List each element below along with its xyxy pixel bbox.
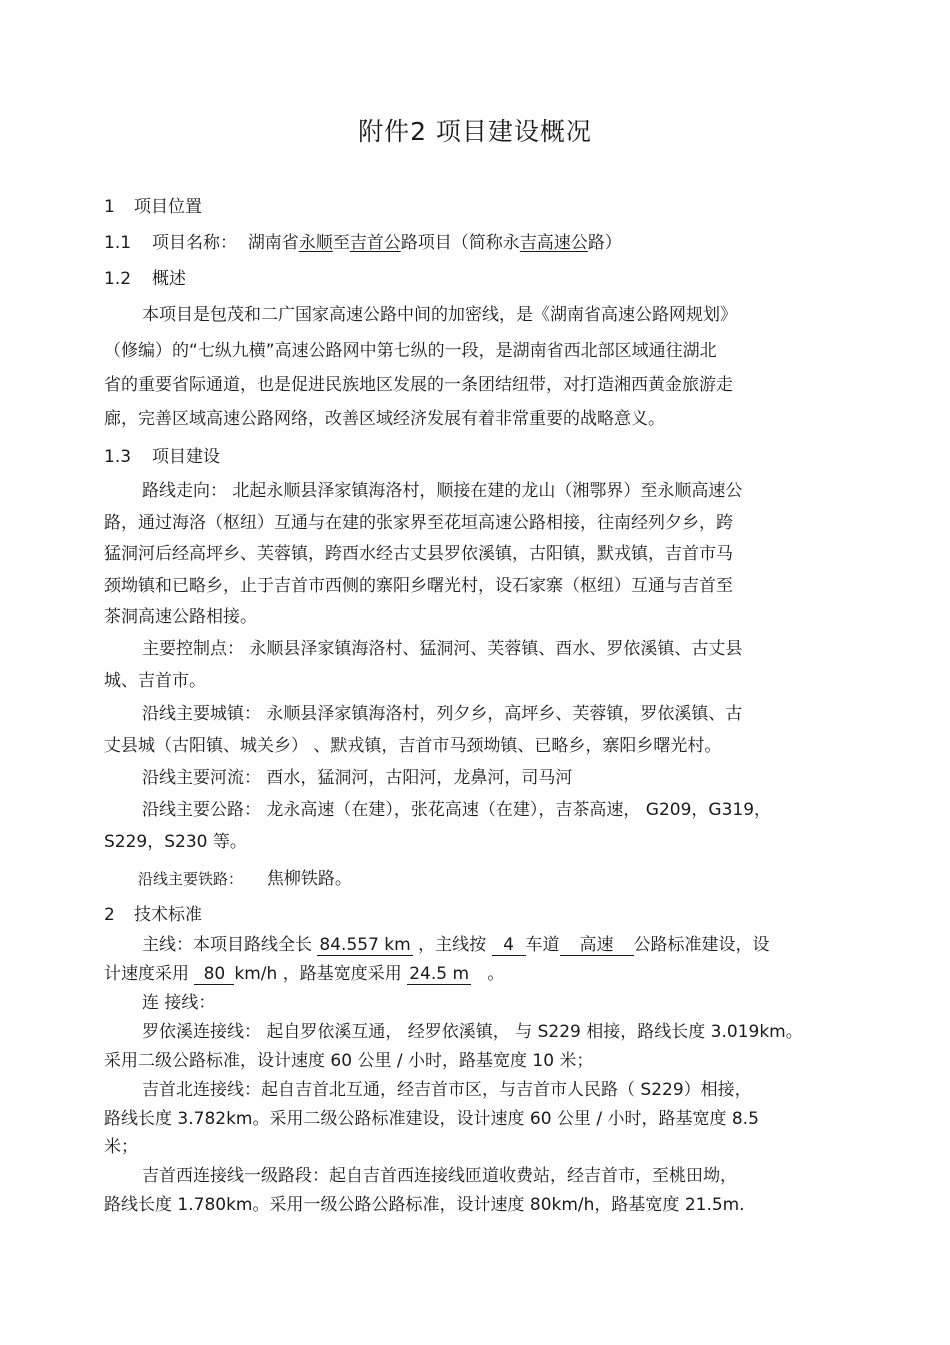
- paragraph-line: 茶洞高速公路相接。: [104, 607, 257, 627]
- text: 湖南省: [247, 233, 299, 253]
- paragraph-line: 路线走向： 北起永顺县泽家镇海洛村，顺接在建的龙山（湘鄂界）至永顺高速公: [142, 481, 743, 501]
- paragraph-line: 吉首北连接线：起自吉首北互通，经吉首市区，与吉首市人民路（ S229）相接，: [142, 1080, 752, 1100]
- railway-line: [138, 868, 352, 890]
- section-title: 技术标准: [134, 905, 202, 925]
- paragraph-line: 丈县城（古阳镇、城关乡） 、默戎镇，吉首市马颈坳镇、已略乡，寨阳乡曙光村。: [104, 736, 722, 756]
- underlined-text: 永顺: [298, 233, 333, 253]
- section-title: 概述: [152, 269, 186, 289]
- paragraph-line: 米；: [104, 1137, 138, 1157]
- paragraph-line: 沿线主要城镇： 永顺县泽家镇海洛村，列夕乡，高坪乡、芙蓉镇，罗依溪镇、古: [142, 704, 743, 724]
- section-number: 1.2: [104, 269, 132, 289]
- page-title: 附件2 项目建设概况: [358, 117, 592, 146]
- text: 路项目（简称永: [400, 233, 520, 253]
- grade-value: 高速: [560, 935, 634, 956]
- paragraph-line: （修编）的“七纵九横”高速公路网中第七纵的一段，是湖南省西北部区域通往湖北: [104, 341, 717, 361]
- paragraph-line: 路线长度 3.782km。采用二级公路标准建设，设计速度 60 公里 / 小时，路基宽度 8.5: [104, 1109, 759, 1129]
- section-1-heading: [104, 196, 202, 218]
- main-line-spec: [142, 934, 770, 956]
- text: 路）: [587, 233, 622, 253]
- speed-value: 80: [194, 964, 234, 985]
- label: 项目名称：: [152, 233, 237, 253]
- underlined-text: 吉高速公: [519, 233, 588, 253]
- paragraph-line: 沿线主要河流： 酉水，猛洞河，古阳河，龙鼻河，司马河: [142, 768, 573, 788]
- link-title: 连 接线：: [142, 993, 216, 1013]
- text: 主线：本项目路线全长: [142, 935, 312, 955]
- paragraph-line: 吉首西连接线一级路段：起自吉首西连接线匝道收费站，经吉首市，至桃田坳，: [142, 1166, 737, 1186]
- section-title: 项目建设: [152, 447, 220, 467]
- paragraph-line: 罗依溪连接线： 起自罗依溪互通， 经罗依溪镇， 与 S229 相接，路线长度 3.019km。: [142, 1022, 803, 1042]
- value: 焦柳铁路。: [266, 869, 352, 889]
- paragraph-line: 路，通过海洛（枢纽）互通与在建的张家界至花垣高速公路相接，往南经列夕乡，跨: [104, 513, 733, 533]
- paragraph-line: 颈坳镇和已略乡，止于吉首市西侧的寨阳乡曙光村，设石家寨（枢纽）互通与吉首至: [104, 576, 733, 596]
- section-number: 1: [104, 197, 115, 217]
- paragraph-line: 本项目是包茂和二广国家高速公路中间的加密线，是《湖南省高速公路网规划》: [142, 305, 737, 325]
- paragraph-line: 路线长度 1.780km。采用一级公路公路标准，设计速度 80km/h，路基宽度 21.5m.: [104, 1195, 745, 1215]
- lanes-value: 4: [492, 935, 526, 956]
- paragraph-line: 采用二级公路标准，设计速度 60 公里 / 小时，路基宽度 10 米；: [104, 1051, 594, 1071]
- paragraph-line: 城、吉首市。: [104, 671, 206, 691]
- section-2-heading: [104, 904, 202, 926]
- text: 至: [332, 233, 350, 253]
- paragraph-line: 省的重要省际通道，也是促进民族地区发展的一条团结纽带，对打造湘西黄金旅游走: [104, 375, 733, 395]
- paragraph-line: S229，S230 等。: [104, 832, 247, 852]
- section-title: 项目位置: [134, 197, 202, 217]
- section-1-2-heading: [104, 268, 186, 290]
- text: 公路标准建设，设: [633, 935, 770, 955]
- paragraph-line: 廊，完善区域高速公路网络，改善区域经济发展有着非常重要的战略意义。: [104, 409, 665, 429]
- section-number: 1.1: [104, 233, 132, 253]
- section-number: 1.3: [104, 447, 132, 467]
- label: 沿线主要铁路：: [138, 870, 244, 888]
- text: 。: [487, 964, 505, 984]
- paragraph-line: 主要控制点： 永顺县泽家镇海洛村、猛洞河、芙蓉镇、酉水、罗依溪镇、古丈县: [142, 639, 743, 659]
- underlined-text: 吉首公: [349, 233, 401, 253]
- paragraph-line: 沿线主要公路： 龙永高速（在建），张花高速（在建），吉茶高速， G209，G319，: [142, 800, 772, 820]
- section-number: 2: [104, 905, 115, 925]
- project-name-line: [104, 232, 622, 254]
- text: 车道: [525, 935, 560, 955]
- length-value: 84.557 km: [319, 935, 411, 955]
- width-value: 24.5 m: [407, 964, 471, 985]
- paragraph-line: 猛洞河后经高坪乡、芙蓉镇，跨酉水经古丈县罗依溪镇，古阳镇，默戎镇，吉首市马: [104, 544, 733, 564]
- text: km/h ，路基宽度采用: [234, 964, 402, 984]
- section-1-3-heading: [104, 446, 220, 468]
- main-line-spec-2: [104, 963, 504, 985]
- text: 计速度采用: [104, 964, 189, 984]
- text: ，主线按: [418, 935, 487, 955]
